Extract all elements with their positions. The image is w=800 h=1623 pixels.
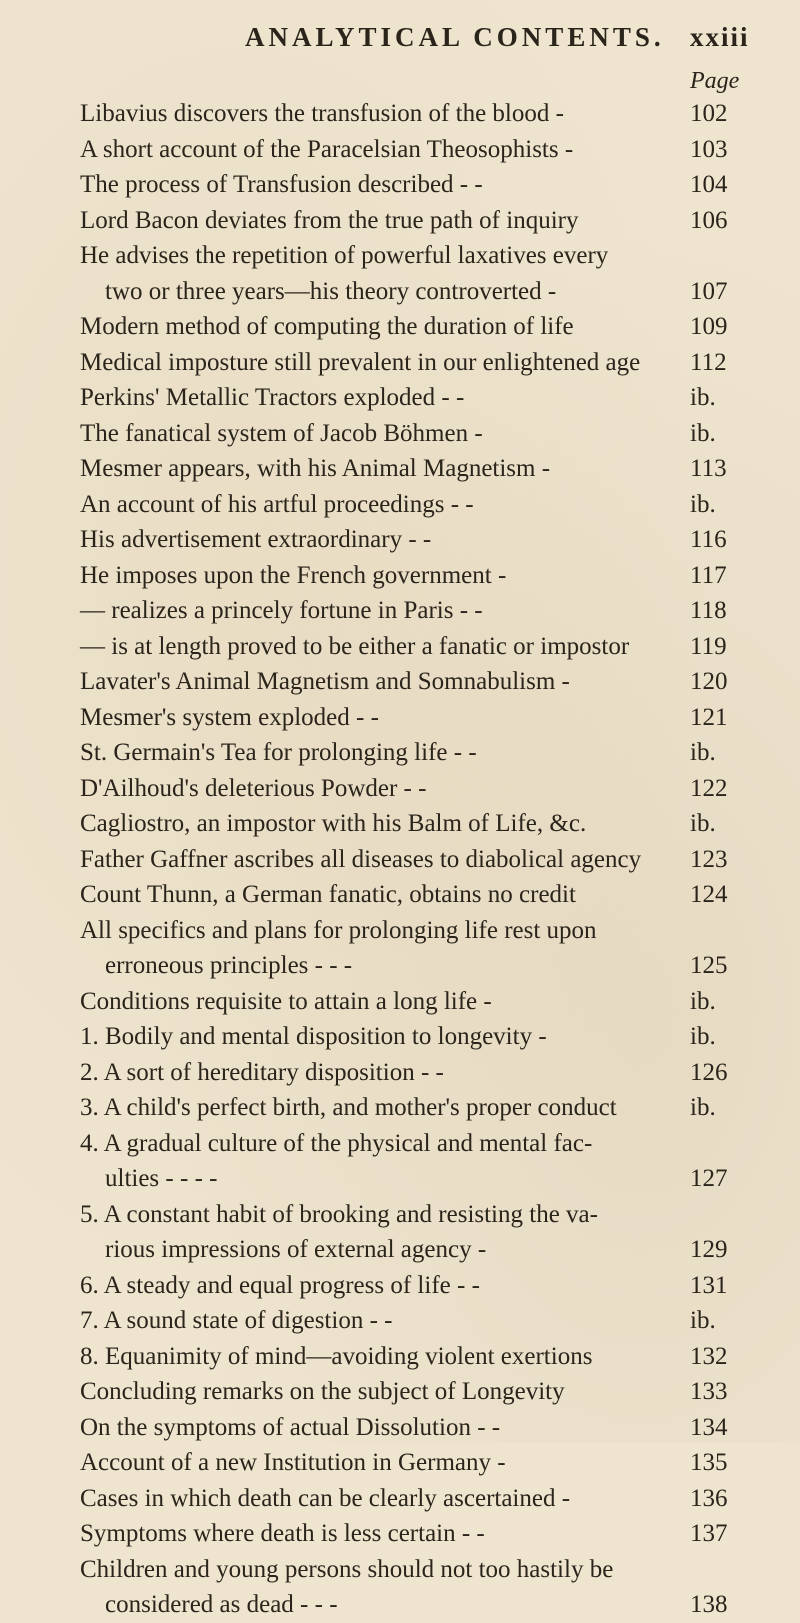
page-column-heading: Page xyxy=(690,68,740,94)
entry-page: 106 xyxy=(690,206,728,234)
entry-page: 123 xyxy=(690,845,728,873)
entry-text: Medical imposture still prevalent in our enlightened age xyxy=(80,348,641,376)
entry-text: He imposes upon the French government - xyxy=(80,561,507,589)
entry-text: St. Germain's Tea for prolonging life - - xyxy=(80,739,477,766)
contents-entry xyxy=(0,1587,800,1623)
entry-text: All specifics and plans for prolonging life rest upon xyxy=(80,916,597,944)
contents-entry xyxy=(0,274,800,310)
entry-page: 116 xyxy=(690,526,727,553)
contents-entry xyxy=(0,558,800,594)
contents-entry xyxy=(0,1410,800,1446)
entry-page: 120 xyxy=(690,668,728,695)
entry-text: Mesmer appears, with his Animal Magnetism - xyxy=(80,455,551,482)
contents-entry xyxy=(0,1481,800,1517)
entry-page: 117 xyxy=(690,561,727,589)
entry-page: 129 xyxy=(690,1236,728,1263)
running-title: ANALYTICAL CONTENTS. xyxy=(245,22,665,52)
entry-text: considered as dead - - - xyxy=(105,1591,338,1618)
contents-entry xyxy=(0,1516,800,1552)
entry-text: Father Gaffner ascribes all diseases to diabolical agency xyxy=(80,845,642,873)
contents-entry xyxy=(0,1268,800,1304)
contents-entry xyxy=(0,877,800,913)
entry-text: The process of Transfusion described - - xyxy=(80,171,483,198)
entry-page: 138 xyxy=(690,1591,728,1618)
entry-text: Modern method of computing the duration of life xyxy=(80,313,574,340)
entry-text: His advertisement extraordinary - - xyxy=(80,526,432,553)
entry-text: Account of a new Institution in Germany - xyxy=(80,1449,506,1476)
entry-page: ib. xyxy=(690,1094,716,1121)
entry-page: 127 xyxy=(690,1165,728,1192)
entry-page: ib. xyxy=(690,1307,716,1334)
entry-text: 3. A child's perfect birth, and mother's proper conduct xyxy=(80,1094,617,1121)
contents-entry xyxy=(0,1374,800,1410)
contents-entry xyxy=(0,1019,800,1055)
contents-entry xyxy=(0,771,800,807)
entry-text: erroneous principles - - - xyxy=(105,952,353,979)
contents-entry xyxy=(0,416,800,452)
contents-entry xyxy=(0,1303,800,1339)
entry-text: D'Ailhoud's deleterious Powder - - xyxy=(80,774,427,802)
contents-list xyxy=(0,96,800,1623)
entry-text: 8. Equanimity of mind—avoiding violent exertions xyxy=(80,1342,593,1370)
entry-page: 112 xyxy=(690,348,727,376)
entry-page: 113 xyxy=(690,455,727,482)
contents-entry xyxy=(0,1197,800,1233)
entry-text: Count Thunn, a German fanatic, obtains no credit xyxy=(80,881,576,908)
contents-entry xyxy=(0,1161,800,1197)
entry-page: ib. xyxy=(690,987,716,1015)
entry-text: Libavius discovers the transfusion of the blood - xyxy=(80,100,564,127)
contents-entry xyxy=(0,380,800,416)
entry-text: 7. A sound state of digestion - - xyxy=(80,1307,393,1334)
contents-entry xyxy=(0,203,800,239)
entry-page: 122 xyxy=(690,774,728,802)
entry-page: 107 xyxy=(690,277,728,305)
entry-text: He advises the repetition of powerful laxatives every xyxy=(80,242,609,269)
contents-entry xyxy=(0,451,800,487)
contents-entry xyxy=(0,1232,800,1268)
entry-text: ulties - - - - xyxy=(105,1165,218,1192)
entry-text: Concluding remarks on the subject of Longevity xyxy=(80,1378,565,1405)
entry-page: 124 xyxy=(690,881,728,908)
entry-page: 126 xyxy=(690,1058,728,1086)
contents-entry xyxy=(0,487,800,523)
entry-text: Mesmer's system exploded - - xyxy=(80,703,379,731)
entry-page: 137 xyxy=(690,1520,728,1547)
entry-text: Perkins' Metallic Tractors exploded - - xyxy=(80,384,465,411)
entry-text: rious impressions of external agency - xyxy=(105,1236,487,1263)
contents-entry xyxy=(0,167,800,203)
entry-page: ib. xyxy=(690,419,716,447)
entry-text: Lord Bacon deviates from the true path of inquiry xyxy=(80,206,579,234)
entry-page: 121 xyxy=(690,703,728,731)
contents-entry xyxy=(0,132,800,168)
page-header xyxy=(0,22,800,62)
entry-text: 6. A steady and equal progress of life - - xyxy=(80,1271,480,1299)
entry-page: 125 xyxy=(690,952,728,979)
entry-page: ib. xyxy=(690,810,716,837)
contents-entry xyxy=(0,700,800,736)
entry-page: ib. xyxy=(690,1023,716,1050)
entry-text: Lavater's Animal Magnetism and Somnabulism - xyxy=(80,668,570,695)
entry-text: two or three years—his theory controverted - xyxy=(105,277,557,305)
contents-entry xyxy=(0,593,800,629)
entry-page: ib. xyxy=(690,739,716,766)
entry-text: An account of his artful proceedings - - xyxy=(80,490,474,518)
entry-text: 4. A gradual culture of the physical and mental fac- xyxy=(80,1129,593,1157)
contents-entry xyxy=(0,948,800,984)
contents-entry xyxy=(0,735,800,771)
entry-text: — is at length proved to be either a fanatic or impostor xyxy=(80,632,630,660)
entry-text: The fanatical system of Jacob Böhmen - xyxy=(80,419,483,447)
entry-page: ib. xyxy=(690,490,716,518)
contents-entry xyxy=(0,806,800,842)
entry-text: On the symptoms of actual Dissolution - - xyxy=(80,1413,501,1441)
entry-page: 132 xyxy=(690,1342,728,1370)
contents-entry xyxy=(0,522,800,558)
entry-text: A short account of the Paracelsian Theosophists - xyxy=(80,135,574,163)
entry-page: 102 xyxy=(690,100,728,127)
entry-page: 136 xyxy=(690,1484,728,1512)
entry-text: 1. Bodily and mental disposition to longevity - xyxy=(80,1023,547,1050)
contents-entry xyxy=(0,1090,800,1126)
entry-text: 5. A constant habit of brooking and resisting the va- xyxy=(80,1200,598,1228)
contents-entry xyxy=(0,664,800,700)
entry-text: Cases in which death can be clearly ascertained - xyxy=(80,1484,571,1512)
entry-page: 104 xyxy=(690,171,728,198)
entry-page: 131 xyxy=(690,1271,728,1299)
entry-page: 103 xyxy=(690,135,728,163)
entry-page: 133 xyxy=(690,1378,728,1405)
entry-text: Cagliostro, an impostor with his Balm of Life, &c. xyxy=(80,810,587,837)
entry-page: ib. xyxy=(690,384,716,411)
contents-entry xyxy=(0,345,800,381)
page-number: xxiii xyxy=(690,22,750,52)
contents-entry xyxy=(0,1126,800,1162)
entry-text: Symptoms where death is less certain - - xyxy=(80,1520,485,1547)
contents-entry xyxy=(0,1445,800,1481)
entry-page: 135 xyxy=(690,1449,728,1476)
contents-entry xyxy=(0,629,800,665)
contents-entry xyxy=(0,913,800,949)
contents-entry xyxy=(0,309,800,345)
contents-entry xyxy=(0,1339,800,1375)
entry-text: 2. A sort of hereditary disposition - - xyxy=(80,1058,444,1086)
entry-text: Conditions requisite to attain a long life - xyxy=(80,987,492,1015)
entry-page: 134 xyxy=(690,1413,728,1441)
contents-entry xyxy=(0,1055,800,1091)
contents-entry xyxy=(0,96,800,132)
contents-entry xyxy=(0,842,800,878)
entry-text: — realizes a princely fortune in Paris - - xyxy=(80,597,483,624)
entry-page: 118 xyxy=(690,597,727,624)
contents-entry xyxy=(0,984,800,1020)
entry-page: 119 xyxy=(690,632,727,660)
entry-page: 109 xyxy=(690,313,728,340)
entry-text: Children and young persons should not too hastily be xyxy=(80,1555,614,1583)
contents-entry xyxy=(0,1552,800,1588)
contents-entry xyxy=(0,238,800,274)
